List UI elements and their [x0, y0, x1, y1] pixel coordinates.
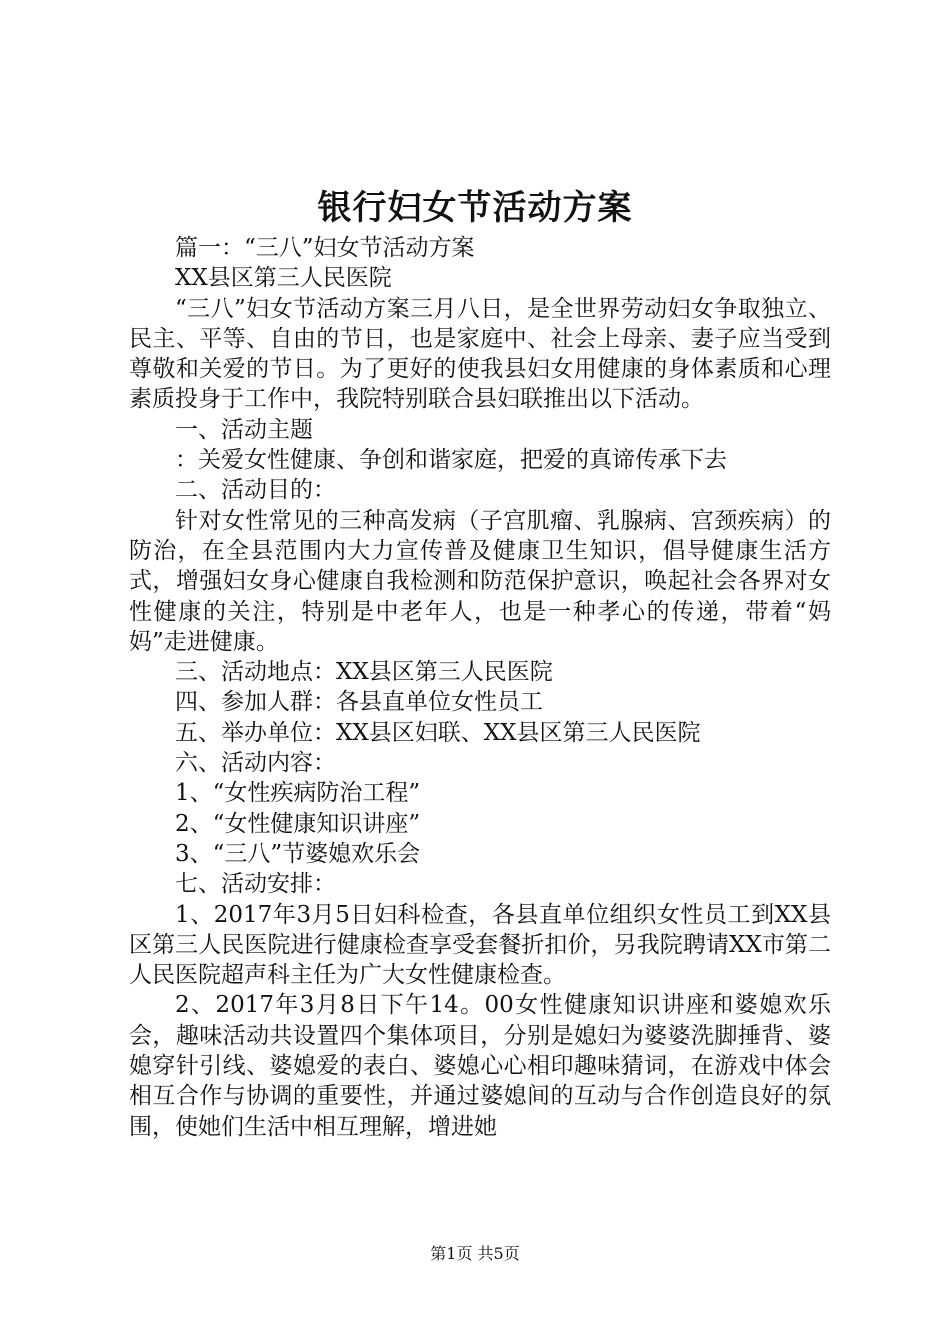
paragraph-participants: 四、参加人群：各县直单位女性员工 — [175, 689, 543, 716]
paragraph-schedule-item-1: 1、2017年3月5日妇科检查，各县直单位组织女性员工到XX县区第三人民医院进行健康检查享受套餐折扣价，另我院聘请XX市第二人民医院超声科主任为广大女性健康检查。 — [129, 901, 831, 989]
paragraph-theme: ：关爱女性健康、争创和谐家庭，把爱的真谛传承下去 — [175, 447, 727, 474]
paragraph-schedule-heading: 七、活动安排： — [175, 871, 336, 898]
document-title: 银行妇女节活动方案 — [317, 188, 633, 228]
paragraph-section-heading: 篇一：“三八”妇女节活动方案 — [175, 235, 475, 261]
paragraph-location: 三、活动地点：XX县区第三人民医院 — [175, 659, 553, 686]
page-number-footer: 第1页 共5页 — [430, 1244, 520, 1263]
document-body — [129, 233, 831, 1142]
paragraph-introduction: “三八”妇女节活动方案三月八日，是全世界劳动妇女争取独立、民主、平等、自由的节日，也是家庭中、社会上母亲、妻子应当受到尊敬和关爱的节日。为了更好的使我县妇女用健康的身体素质和心理素质投身于工作中，我院特别联合县妇联推出以下活动。 — [129, 295, 831, 413]
paragraph-content-item-1: 1、“女性疾病防治工程” — [175, 780, 421, 807]
paragraph-schedule-item-2: 2、2017年3月8日下午14。00女性健康知识讲座和婆媳欢乐会，趣味活动共设置四个集体项目，分别是媳妇为婆婆洗脚捶背、婆媳穿针引线、婆媳爱的表白、婆媳心心相印趣味猜词，在游戏中体会相互合作与协调的重要性，并通过婆媳间的互动与合作创造良好的氛围，使她们生活中相互理解，增进她 — [129, 992, 831, 1140]
paragraph-organizers: 五、举办单位：XX县区妇联、XX县区第三人民医院 — [175, 719, 701, 746]
paragraph-purpose-heading: 二、活动目的： — [175, 477, 336, 504]
paragraph-content-item-3: 3、“三八”节婆媳欢乐会 — [175, 840, 421, 867]
paragraph-purpose: 针对女性常见的三种高发病（子宫肌瘤、乳腺病、宫颈疾病）的防治，在全县范围内大力宣传普及健康卫生知识，倡导健康生活方式，增强妇女身心健康自我检测和防范保护意识，唤起社会各界对女性健康的关注，特别是中老年人，也是一种孝心的传递，带着“妈妈”走进健康。 — [129, 507, 831, 655]
paragraph-organization: XX县区第三人民医院 — [175, 265, 392, 292]
paragraph-content-item-2: 2、“女性健康知识讲座” — [175, 810, 421, 837]
paragraph-content-heading: 六、活动内容： — [175, 750, 336, 777]
paragraph-theme-heading: 一、活动主题 — [175, 416, 313, 443]
